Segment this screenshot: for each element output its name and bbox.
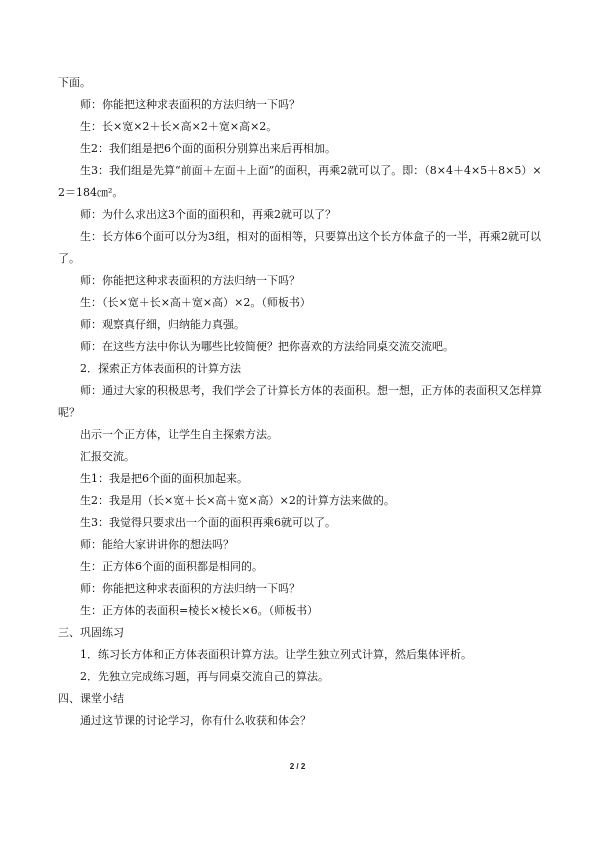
paragraph: 1．练习长方体和正方体表面积计算方法。让学生独立列式计算，然后集体评析。: [80, 648, 472, 661]
paragraph: 师：你能把这种求表面积的方法归纳一下吗？: [80, 98, 300, 111]
paragraph: 生：长方体6个面可以分为3组，相对的面相等，只要算出这个长方体盒子的一半，再乘2就可以了。: [58, 230, 541, 265]
paragraph: 生3：我们组是先算“前面＋左面＋上面”的面积，再乘2就可以了。即：（8×4＋4×5＋8×5）×2＝184㎝²。: [58, 164, 542, 199]
document-body: [58, 72, 542, 732]
section-subheading: 2．探索正方体表面积的计算方法: [80, 362, 241, 375]
page-number: 2 / 2: [289, 762, 306, 771]
paragraph: 生3：我觉得只要求出一个面的面积再乘6就可以了。: [80, 516, 336, 529]
paragraph: 师：能给大家讲讲你的想法吗？: [80, 538, 234, 551]
paragraph: 生2：我们组是把6个面的面积分别算出来后再相加。: [80, 142, 336, 155]
paragraph: 出示一个正方体，让学生自主探索方法。: [80, 428, 278, 441]
paragraph: 师：为什么求出这3个面的面积和，再乘2就可以了？: [80, 208, 336, 221]
section-heading: 四、课堂小结: [58, 692, 124, 705]
paragraph: 下面。: [58, 76, 91, 89]
paragraph: 生：正方体的表面积=棱长×棱长×6。（师板书）: [80, 604, 319, 617]
paragraph: 生：（长×宽＋长×高＋宽×高）×2。（师板书）: [80, 296, 311, 309]
paragraph: 师：你能把这种求表面积的方法归纳一下吗？: [80, 274, 300, 287]
paragraph: 师：在这些方法中你认为哪些比较简便？把你喜欢的方法给同桌交流交流吧。: [80, 340, 454, 353]
paragraph: 师：通过大家的积极思考，我们学会了计算长方体的表面积。想一想，正方体的表面积又怎样算呢？: [58, 384, 542, 419]
paragraph: 生1：我是把6个面的面积加起来。: [80, 472, 248, 485]
paragraph: 生2：我是用（长×宽＋长×高＋宽×高）×2的计算方法来做的。: [80, 494, 395, 507]
paragraph: 生：长×宽×2＋长×高×2＋宽×高×2。: [80, 120, 278, 133]
paragraph: 师：你能把这种求表面积的方法归纳一下吗？: [80, 582, 300, 595]
section-heading: 三、巩固练习: [58, 626, 124, 639]
paragraph: 2．先独立完成练习题，再与同桌交流自己的算法。: [80, 670, 329, 683]
paragraph: 汇报交流。: [80, 450, 135, 463]
paragraph: 生：正方体6个面的面积都是相同的。: [80, 560, 263, 573]
paragraph: 通过这节课的讨论学习，你有什么收获和体会？: [80, 714, 311, 727]
paragraph: 师：观察真仔细，归纳能力真强。: [80, 318, 245, 331]
